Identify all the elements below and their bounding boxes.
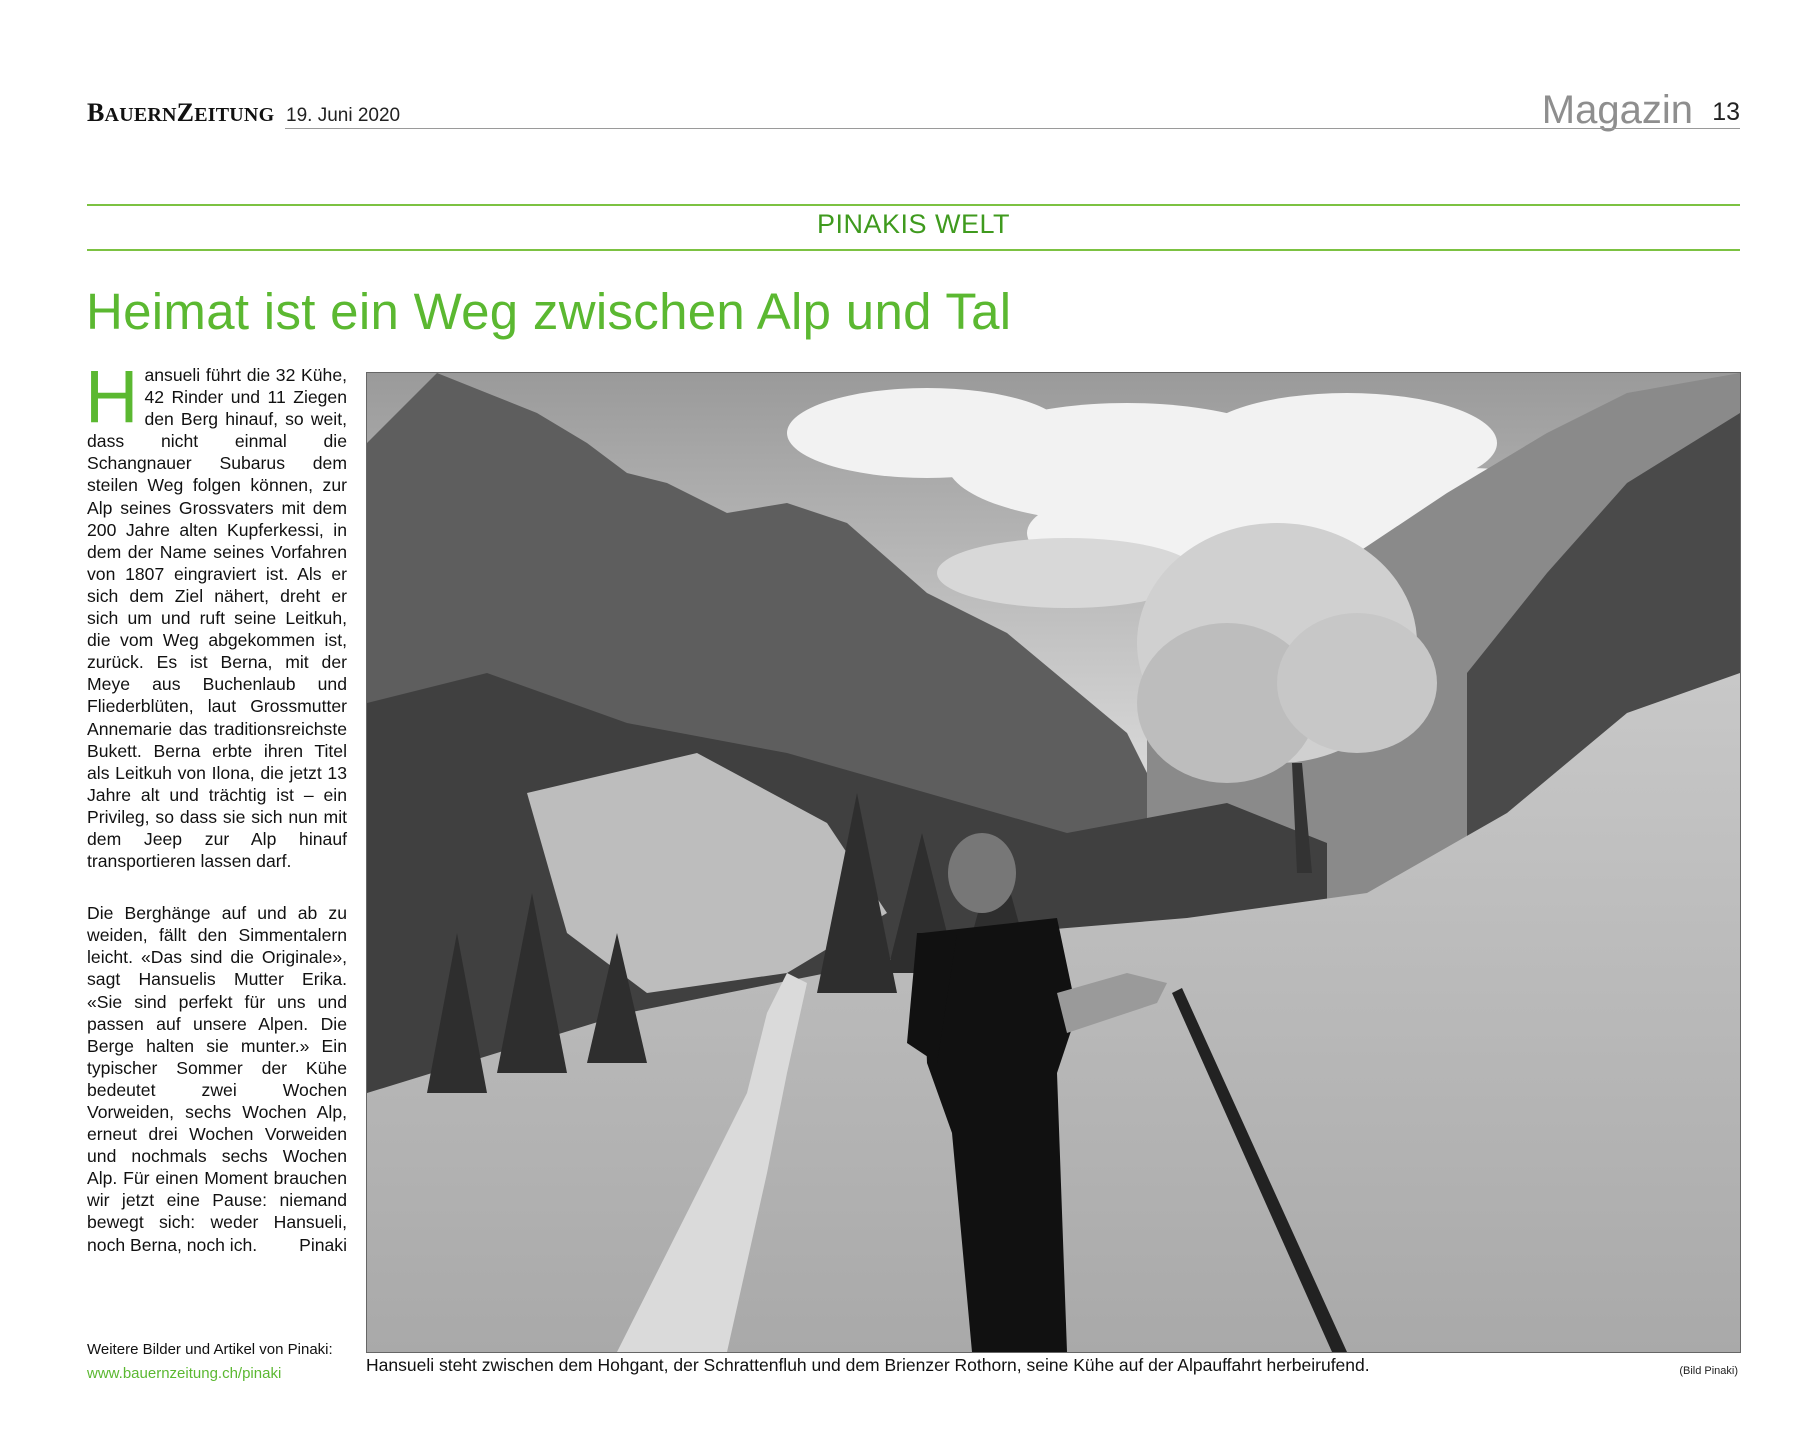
masthead-letter-z: Z	[176, 98, 195, 127]
masthead-logo	[87, 98, 274, 128]
issue-date: 19. Juni 2020	[286, 105, 401, 126]
page-number: 13	[1712, 98, 1740, 126]
article-body	[85, 355, 347, 1286]
rubric-rule-top	[87, 204, 1740, 206]
photo-credit: (Bild Pinaki)	[1679, 1365, 1738, 1377]
article-paragraph-2-text: Die Berghänge auf und ab zu weiden, fällt den Simmentalern leicht. «Das sind die Originale», sagt Hansuelis Mutter Erika. «Sie sind perfekt für uns und passen auf unsere Alpen. Die Berge halten sie munter.» Ein typischer Sommer der Kühe bedeutet zwei Wochen Vorweiden, sechs Wochen Alp, erneut drei Wochen Vorweiden und nochmals sechs Wochen Alp. Für einen Moment brauchen wir jetzt eine Pause: niemand bewegt sich: weder Hansueli, noch Berna, noch ich.	[87, 903, 347, 1255]
rubric-title: PINAKIS WELT	[816, 209, 1011, 239]
article-paragraph-1-text: ansueli führt die 32 Kühe, 42 Rinder und 11 Ziegen den Berg hinauf, so weit, dass nicht einmal die Schangnauer Subarus dem steilen Weg folgen können, zur Alp seines Grossvaters mit dem 200 Jahre alten Kupferkessi, in dem der Name seines Vorfahren von 1807 eingraviert ist. Als er sich dem Ziel nähert, dreht er sich um und ruft seine Leitkuh, die vom Weg abgekommen ist, zurück. Es ist Berna, mit der Meye aus Buchenlaub und Fliederblüten, laut Grossmutter Annemarie das traditionsreichste Bukett. Berna erbte ihren Titel als Leitkuh von Ilona, die jetzt 13 Jahre alt und trächtig ist – ein Privileg, so dass sie sich nun mit dem Jeep zur Alp hinauf transportieren lassen darf.	[87, 365, 347, 872]
section-name: Magazin	[1541, 88, 1693, 132]
article-paragraph-1	[85, 355, 347, 872]
alpine-photo	[366, 372, 1741, 1353]
headline: Heimat ist ein Weg zwischen Alp und Tal	[86, 283, 1012, 340]
photo-caption: Hansueli steht zwischen dem Hohgant, der Schrattenfluh und dem Brienzer Rothorn, seine Kühe auf der Alpauffahrt herbeirufend.	[366, 1355, 1370, 1375]
footer-link[interactable]: www.bauernzeitung.ch/pinaki	[87, 1365, 282, 1382]
footer-note	[87, 1338, 333, 1386]
header-rule	[285, 128, 1740, 129]
masthead-part-auern: AUERN	[104, 104, 177, 126]
author-signature: Pinaki	[299, 1234, 347, 1255]
masthead-part-eitung: EITUNG	[194, 104, 275, 126]
article-paragraph-2	[87, 902, 347, 1256]
drop-cap: H	[85, 355, 139, 438]
page-header	[87, 88, 1740, 130]
alpine-photo-illustration	[367, 373, 1740, 1352]
footer-note-text: Weitere Bilder und Artikel von Pinaki:	[87, 1341, 333, 1358]
rubric-rule-bottom	[87, 249, 1740, 251]
masthead-letter-b: B	[87, 98, 105, 127]
